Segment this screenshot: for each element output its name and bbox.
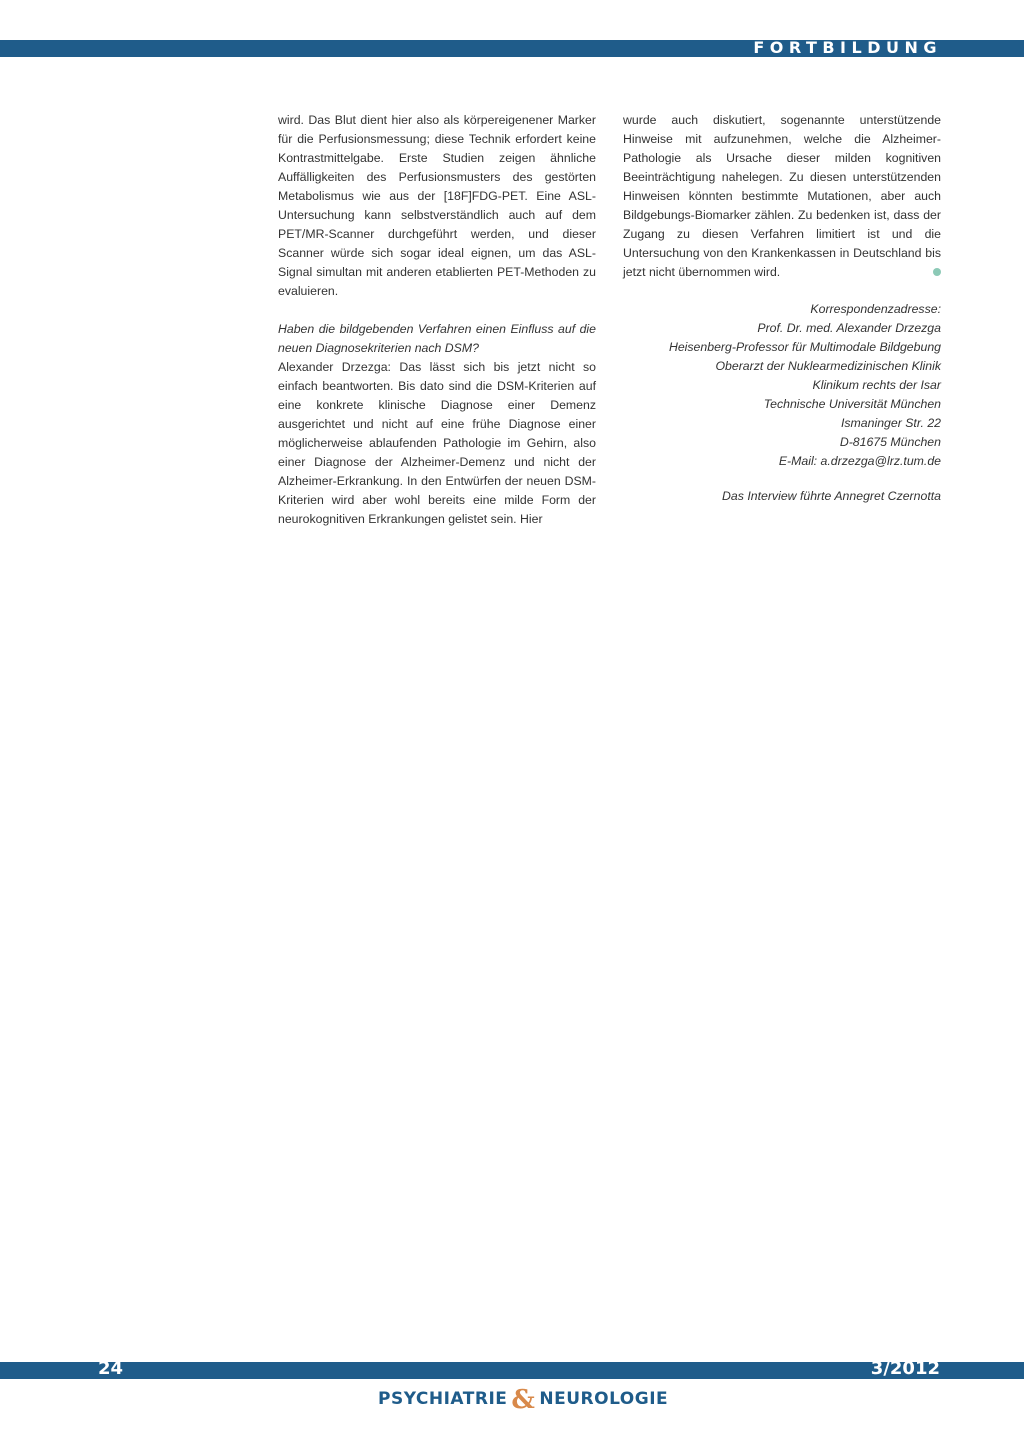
journal-logo <box>378 1381 669 1415</box>
interview-answer <box>278 358 596 529</box>
address-line: Korrespondenzadresse: <box>810 302 941 316</box>
logo-word-psychiatrie: PSYCHIATRIE <box>378 1389 508 1409</box>
address-line: D-81675 München <box>839 435 941 449</box>
paragraph <box>623 111 941 282</box>
correspondence-address <box>621 300 941 471</box>
address-line: Ismaninger Str. 22 <box>840 416 941 430</box>
right-column <box>623 111 941 282</box>
answer-text: Das lässt sich bis jetzt nicht so einfach beantworten. Bis dato sind die DSM-Kriterien auf eine konkrete klinische Diagnose einer Demenz ausgerichtet und nicht auf eine frühe Diagnose einer möglicherweise ablaufenden Pathologie im Gehirn, also einer Diagnose der Alzheimer-Demenz und nicht der Alzheimer-Erkrankung. In den Entwürfen der neuen DSM-Kriterien wird aber wohl bereits eine milde Form der neurokognitiven Erkrankungen gelistet sein. Hier <box>278 360 597 526</box>
issue-number: 3/2012 <box>870 1358 940 1379</box>
speaker-name: Alexander Drzezga: <box>278 360 391 374</box>
interviewer-credit: Das Interview führte Annegret Czernotta <box>722 489 941 503</box>
paragraph-text: wurde auch diskutiert, sogenannte unterstützende Hinweise mit aufzunehmen, welche die Alzheimer-Pathologie als Ursache dieser milden kognitiven Beeinträchtigung nahelegen. Zu diesen unterstützenden Hinweisen könnten bestimmte Mutationen, aber auch Bildgebungs-Biomarker zählen. Zu bedenken ist, dass der Zugang zu diesen Verfahren limitiert ist und die Untersuchung von den Krankenkassen in Deutschland bis jetzt nicht übernommen wird. <box>623 113 941 279</box>
address-line: Heisenberg-Professor für Multimodale Bildgebung <box>668 340 941 354</box>
address-line: Oberarzt der Nuklearmedizinischen Klinik <box>715 359 941 373</box>
logo-word-neurologie: NEUROLOGIE <box>539 1389 669 1409</box>
address-line: Klinikum rechts der Isar <box>812 378 941 392</box>
end-of-article-icon <box>933 268 941 276</box>
left-column <box>278 111 596 529</box>
address-line: Technische Universität München <box>763 397 941 411</box>
interview-question: Haben die bildgebenden Verfahren einen Einfluss auf die neuen Diagnosekriterien nach DSM? <box>278 322 596 355</box>
address-line: Prof. Dr. med. Alexander Drzezga <box>757 321 941 335</box>
paragraph: wird. Das Blut dient hier also als körpereigenener Marker für die Perfusionsmessung; diese Technik erfordert keine Kontrastmittelgabe. Erste Studien zeigen ähnliche Auffälligkeiten des Perfusionsmusters des gestörten Metabolismus wie aus der [18F]FDG-PET. Eine ASL-Untersuchung kann selbstverständlich auch auf dem PET/MR-Scanner durchgeführt werden, und dieser Scanner würde sich sogar ideal eignen, um das ASL-Signal simultan mit anderen etablierten PET-Methoden zu evaluieren. <box>278 113 596 298</box>
page-number: 24 <box>98 1358 124 1379</box>
email-address: E-Mail: a.drzezga@lrz.tum.de <box>778 454 941 468</box>
section-title: FORTBILDUNG <box>753 38 942 57</box>
logo-ampersand: & <box>511 1385 536 1415</box>
